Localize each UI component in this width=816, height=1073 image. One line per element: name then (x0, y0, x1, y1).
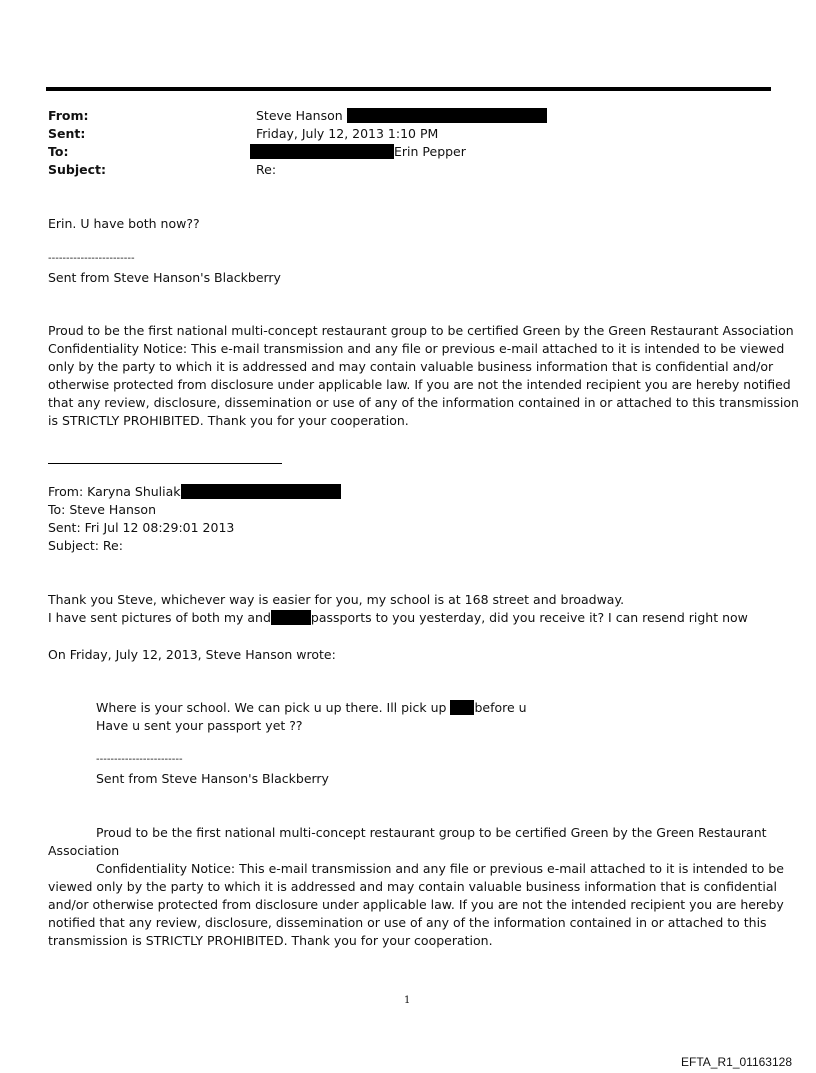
redaction (347, 108, 547, 123)
signature: Sent from Steve Hanson's Blackberry (48, 270, 281, 285)
to-value (250, 143, 466, 161)
subject-value: Re: (256, 162, 277, 177)
reply-body-text: passports to you yesterday, did you receive it? I can resend right now (310, 610, 748, 625)
reply-body-text: I have sent pictures of both my and (48, 610, 271, 625)
reply-from (48, 483, 341, 501)
notice-line: otherwise protected from disclosure under applicable law. If you are not the intended recipient you are hereby notified (48, 377, 791, 392)
quoted-signature: Sent from Steve Hanson's Blackberry (96, 771, 329, 786)
sent-label: Sent: (48, 126, 86, 141)
redaction (450, 700, 474, 715)
notice-line: notified that any review, disclosure, dissemination or use of any of the information contained in or attached to this (48, 915, 767, 930)
reply-to: To: Steve Hanson (48, 502, 156, 517)
separator-line (48, 463, 282, 464)
from-label: From: (48, 108, 89, 123)
quoted-line: Have u sent your passport yet ?? (96, 718, 303, 733)
notice-line: Proud to be the first national multi-concept restaurant group to be certified Green by the Green Restaurant Association (48, 323, 794, 338)
document-id: EFTA_R1_01163128 (681, 1055, 792, 1069)
notice-line: only by the party to which it is addressed and may contain valuable business information that is confidential and/or (48, 359, 774, 374)
notice-text: Confidentiality Notice: This e-mail transmission and any file or previous e-mail attached to it is intended to be (96, 861, 784, 876)
quoted-text: Where is your school. We can pick u up there. Ill pick up (96, 700, 447, 715)
from-name: Steve Hanson (256, 108, 343, 123)
notice-line: Association (48, 843, 120, 858)
reply-subject: Subject: Re: (48, 538, 123, 553)
notice-line: is STRICTLY PROHIBITED. Thank you for your cooperation. (48, 413, 409, 428)
quoted-text: before u (474, 700, 527, 715)
page-number: 1 (404, 995, 411, 1006)
redaction (271, 610, 311, 625)
reply-body-line (48, 609, 748, 627)
notice-line: that any review, disclosure, dissemination or use of any of the information contained in or attached to this transmission (48, 395, 799, 410)
top-rule (46, 87, 771, 91)
reply-sent: Sent: Fri Jul 12 08:29:01 2013 (48, 520, 235, 535)
sent-value: Friday, July 12, 2013 1:10 PM (256, 126, 439, 141)
confidentiality-notice (48, 322, 799, 430)
notice-line: transmission is STRICTLY PROHIBITED. Thank you for your cooperation. (48, 933, 493, 948)
to-label: To: (48, 144, 69, 159)
quote-intro: On Friday, July 12, 2013, Steve Hanson wrote: (48, 647, 336, 662)
notice-line: and/or otherwise protected from disclosure under applicable law. If you are not the intended recipient you are hereby (48, 897, 784, 912)
quoted-line (96, 699, 527, 717)
from-value (256, 107, 547, 125)
reply-body-line: Thank you Steve, whichever way is easier for you, my school is at 168 street and broadway. (48, 592, 625, 607)
reply-from-text: From: Karyna Shuliak (48, 484, 181, 499)
redaction (250, 144, 394, 159)
notice-line (48, 824, 784, 842)
notice-text: Proud to be the first national multi-concept restaurant group to be certified Green by the Green Restaurant (96, 825, 767, 840)
redaction (181, 484, 341, 499)
message-body: Erin. U have both now?? (48, 216, 200, 231)
to-name: Erin Pepper (394, 144, 466, 159)
notice-line (48, 860, 784, 878)
quoted-confidentiality-notice (48, 824, 784, 950)
subject-label: Subject: (48, 162, 106, 177)
signature-dashes: ------------------------ (48, 253, 135, 264)
notice-line: Confidentiality Notice: This e-mail transmission and any file or previous e-mail attached to it is intended to be viewed (48, 341, 785, 356)
quoted-signature-dashes: ------------------------ (96, 754, 183, 765)
notice-line: viewed only by the party to which it is addressed and may contain valuable business information that is confidential (48, 879, 778, 894)
